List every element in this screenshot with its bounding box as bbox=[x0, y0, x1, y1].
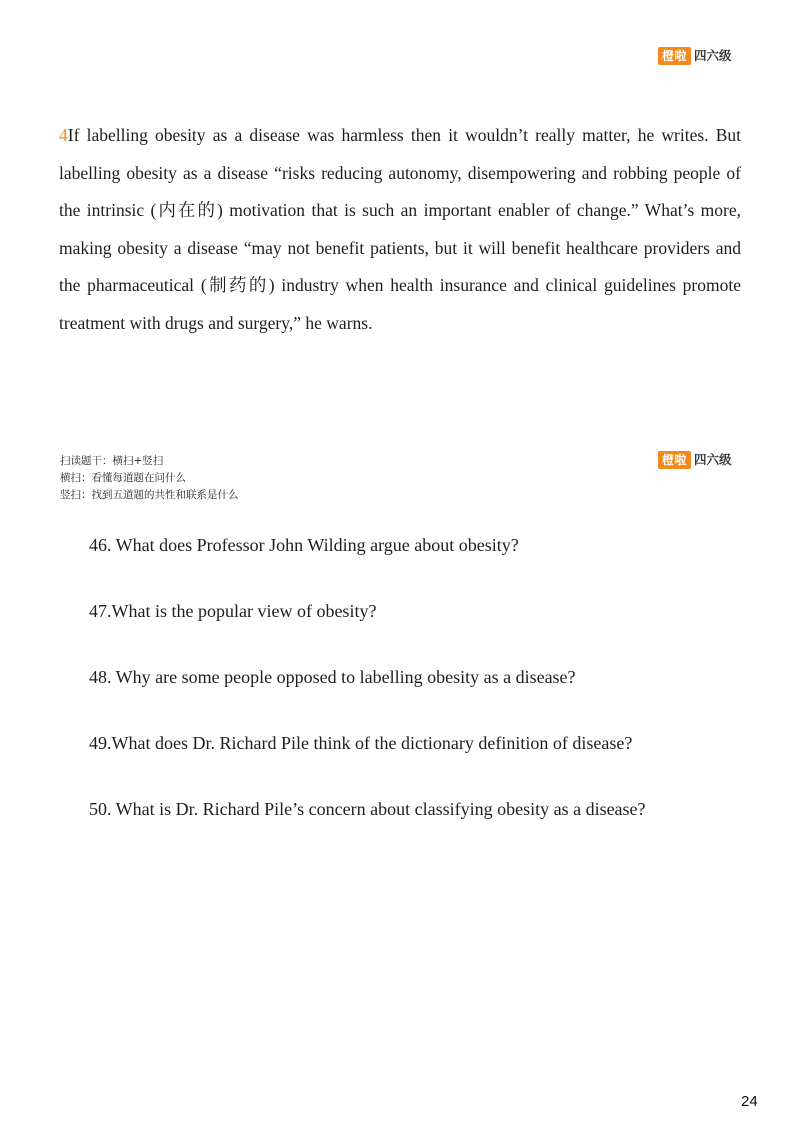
paragraph-text: If labelling obesity as a disease was harmless then it wouldn’t really matter, he writes. But labelling obesity as a disease “risks reducing autonomy, disempowering and robbing people of the intrinsic (内在的) motivation that is such an important enabler of change.” What’s more, making obesity a disease “may not benefit patients, but it will benefit healthcare providers and the pharmaceutical (制药的) industry when health insurance and clinical guidelines promote treatment with drugs and surgery,” he warns. bbox=[59, 125, 741, 333]
passage-paragraph bbox=[59, 117, 741, 342]
brand-badge: 橙啦 bbox=[658, 451, 691, 469]
question-item: 49.What does Dr. Richard Pile think of the dictionary definition of disease? bbox=[89, 733, 633, 753]
scan-note: 扫读题干：横扫+竖扫 bbox=[60, 455, 164, 467]
brand-text: 四六级 bbox=[694, 48, 732, 63]
brand-logo-top bbox=[658, 46, 732, 66]
question-list bbox=[89, 530, 769, 860]
scan-note: 横扫：看懂每道题在问什么 bbox=[60, 472, 186, 484]
question-item: 48. Why are some people opposed to labelling obesity as a disease? bbox=[89, 667, 576, 687]
paragraph-number: 4 bbox=[59, 125, 68, 145]
question-item: 47.What is the popular view of obesity? bbox=[89, 601, 377, 621]
brand-badge: 橙啦 bbox=[658, 47, 691, 65]
scan-notes bbox=[60, 453, 239, 504]
page-number: 24 bbox=[741, 1093, 758, 1110]
brand-text: 四六级 bbox=[694, 452, 732, 467]
scan-note: 竖扫：找到五道题的共性和联系是什么 bbox=[60, 489, 239, 501]
question-item: 50. What is Dr. Richard Pile’s concern about classifying obesity as a disease? bbox=[89, 799, 646, 819]
brand-logo-middle bbox=[658, 450, 732, 470]
question-item: 46. What does Professor John Wilding argue about obesity? bbox=[89, 535, 519, 555]
